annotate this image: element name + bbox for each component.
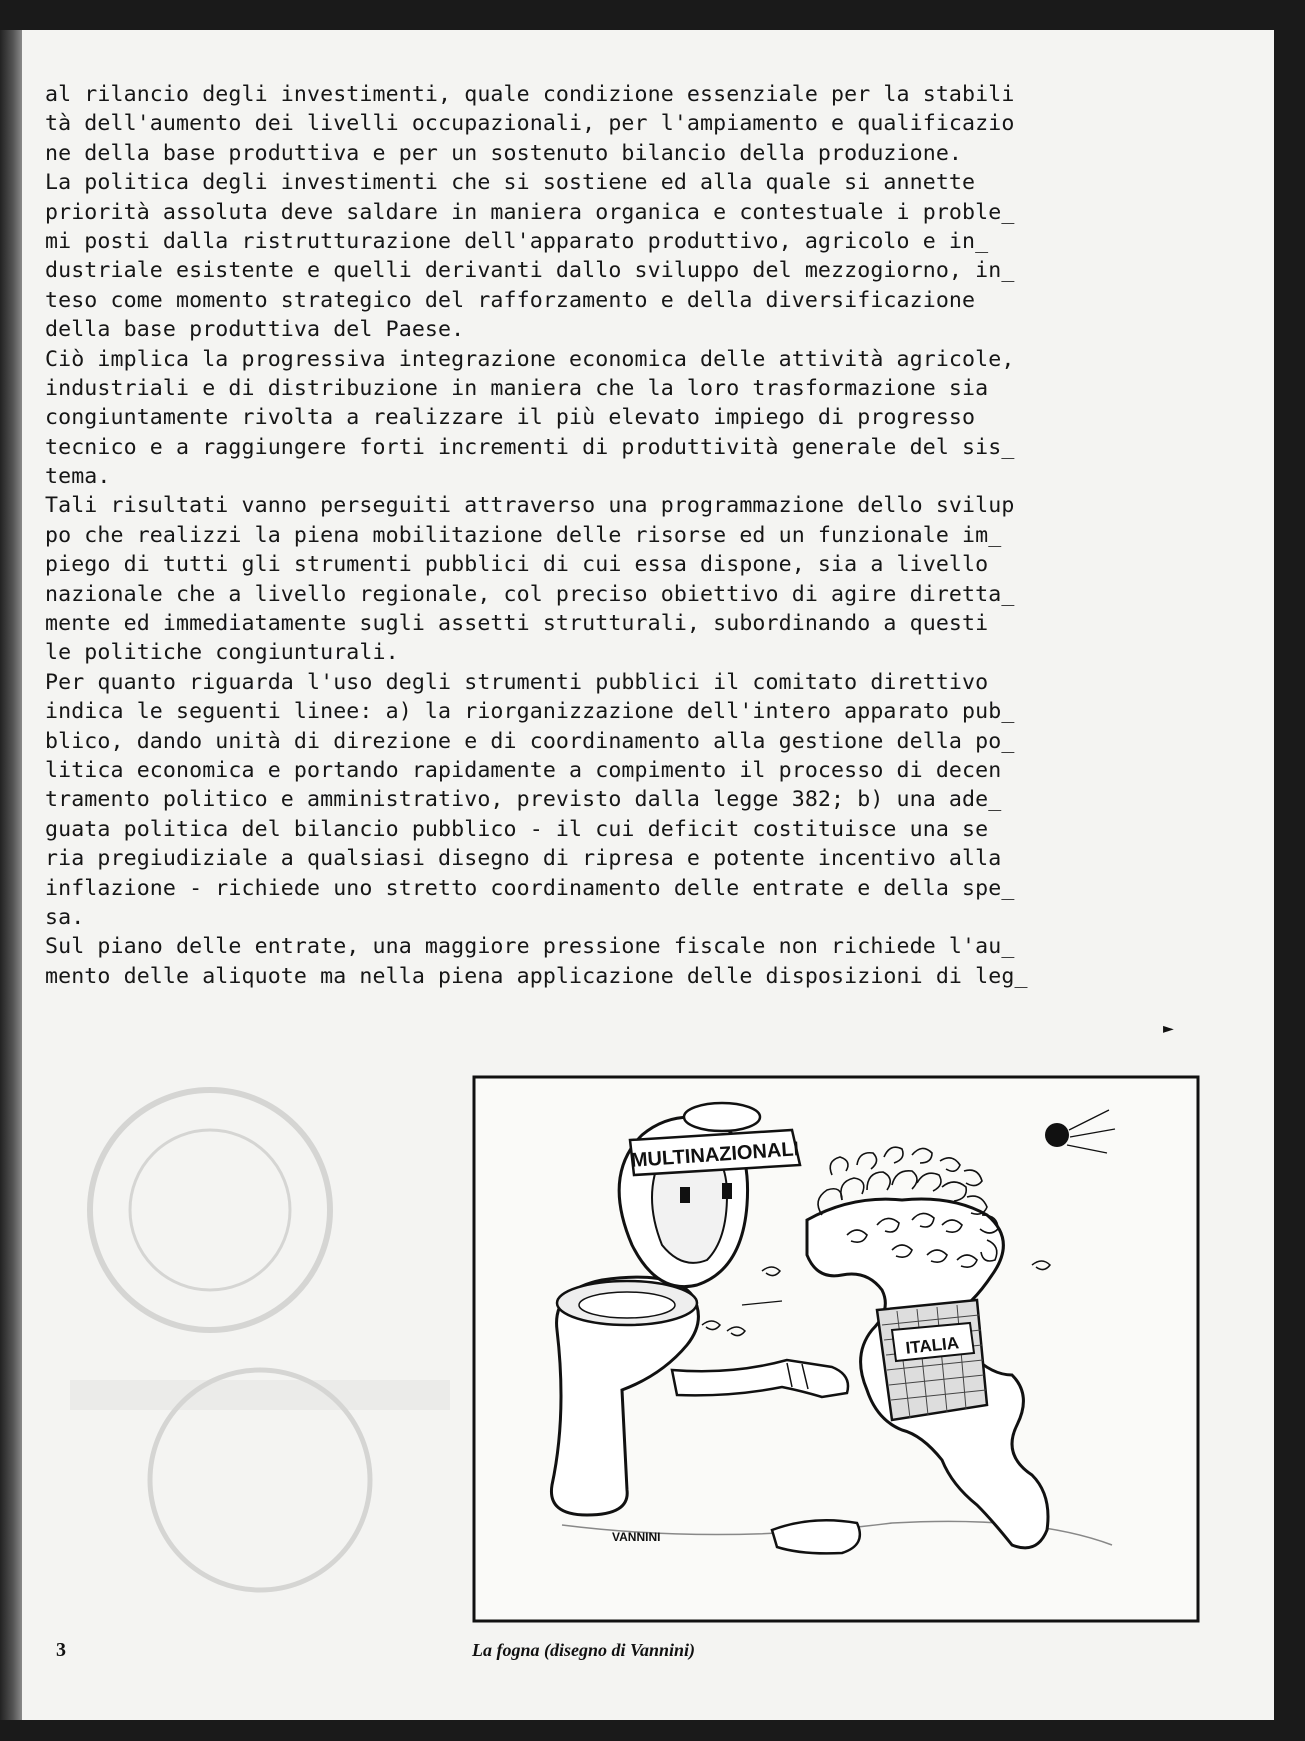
text-line: congiuntamente rivolta a realizzare il più elevato impiego di progresso (45, 405, 976, 431)
text-line: dustriale esistente e quelli derivanti dallo sviluppo del mezzogiorno, in_ (45, 258, 1015, 284)
text-line: indica le seguenti linee: a) la riorganizzazione dell'intero apparato pub_ (45, 699, 1015, 725)
text-line: guata politica del bilancio pubblico - il cui deficit costituisce una se (45, 816, 989, 842)
flying-blot-icon (1045, 1123, 1069, 1147)
text-line: Ciò implica la progressiva integrazione economica delle attività agricole, (45, 346, 1015, 372)
text-line: tema. (45, 464, 111, 490)
sicily-shape (772, 1520, 860, 1553)
page-binding-shadow (0, 30, 22, 1720)
text-line: al rilancio degli investimenti, quale condizione essenziale per la stabili (45, 82, 1015, 107)
text-line: Sul piano delle entrate, una maggiore pressione fiscale non richiede l'au_ (45, 934, 1015, 960)
text-line: tramento politico e amministrativo, previsto dalla legge 382; b) una ade_ (45, 787, 1002, 813)
italia-crate (877, 1300, 987, 1420)
cartoon-caption: La fogna (disegno di Vannini) (472, 1640, 696, 1660)
text-line: le politiche congiunturali. (45, 640, 399, 666)
italia-label: ITALIA (904, 1333, 960, 1358)
text-line: tà dell'aumento dei livelli occupazionali, per l'ampiamento e qualificazio (45, 111, 1015, 137)
continue-arrow-icon: ► (1163, 1018, 1174, 1039)
text-line: blico, dando unità di direzione e di coordinamento alla gestione della po_ (45, 728, 1015, 754)
text-line: mento delle aliquote ma nella piena applicazione delle disposizioni di leg_ (45, 963, 1028, 989)
text-line: sa. (45, 904, 85, 930)
text-line: La politica degli investimenti che si sostiene ed alla quale si annette (45, 170, 976, 196)
text-line: Per quanto riguarda l'uso degli strumenti pubblici il comitato direttivo (45, 669, 989, 695)
text-line: tecnico e a raggiungere forti incrementi di produttività generale del sis_ (45, 434, 1015, 460)
text-line: litica economica e portando rapidamente a compimento il processo di decen (45, 757, 1002, 783)
text-line: priorità assoluta deve saldare in maniera organica e contestuale i proble_ (45, 199, 1015, 225)
bleed-through-decoration (60, 1060, 460, 1620)
multinazionali-label: MULTINAZIONALI (630, 1138, 800, 1172)
article-body (45, 80, 1195, 991)
artist-signature: VANNINI (612, 1530, 661, 1544)
text-line: ria pregiudiziale a qualsiasi disegno di ripresa e potente incentivo alla (45, 846, 1002, 872)
text-line: ne della base produttiva e per un sostenuto bilancio della produzione. (45, 140, 963, 166)
page-number: 3 (56, 1639, 66, 1661)
text-line: Tali risultati vanno perseguiti attraverso una programmazione dello svilup (45, 493, 1015, 519)
text-line: della base produttiva del Paese. (45, 317, 465, 343)
cartoon-drawing (472, 1075, 1200, 1623)
text-line: nazionale che a livello regionale, col preciso obiettivo di agire diretta_ (45, 581, 1015, 607)
cartoon-illustration (472, 1075, 1200, 1623)
text-line: piego di tutti gli strumenti pubblici di cui essa dispone, sia a livello (45, 552, 989, 578)
text-line: teso come momento strategico del rafforzamento e della diversificazione (45, 287, 976, 313)
text-line: mi posti dalla ristrutturazione dell'apparato produttivo, agricolo e in_ (45, 228, 989, 254)
text-line: industriali e di distribuzione in maniera che la loro trasformazione sia (45, 375, 989, 401)
text-line: mente ed immediatamente sugli assetti strutturali, subordinando a questi (45, 611, 989, 637)
text-line: inflazione - richiede uno stretto coordinamento delle entrate e della spe_ (45, 875, 1015, 901)
text-line: po che realizzi la piena mobilitazione delle risorse ed un funzionale im_ (45, 522, 1002, 548)
